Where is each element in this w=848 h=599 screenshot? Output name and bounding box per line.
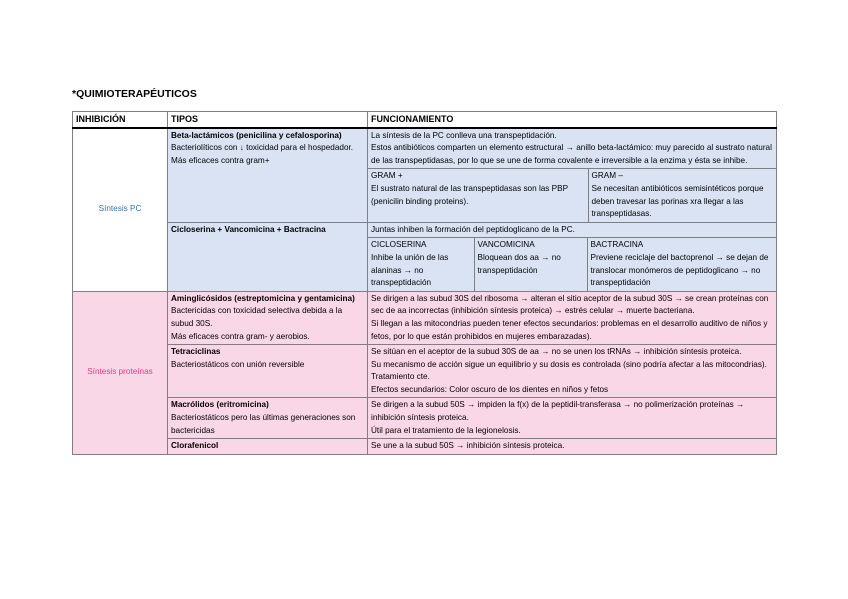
func-aminoglicosidos [368, 291, 777, 344]
gram-negative-title: GRAM – [591, 171, 623, 181]
category-sintesis-pc: Síntesis PC [73, 128, 168, 292]
bactracina-text: Previene reciclaje del bactoprenol → se dejan de translocar monómeros de peptidoglicano → no transpeptidación [590, 252, 769, 288]
func-macrolidos [368, 398, 777, 439]
tipo-name: Macrólidos (eritromicina) [171, 400, 269, 410]
func-line: Útil para el tratamiento de la legionelosis. [371, 425, 521, 435]
row-macrolidos [73, 398, 777, 439]
row-aminoglicosidos [73, 291, 777, 344]
func-clorafenicol: Se une a la subud 50S → inhibición síntesis proteica. [368, 439, 777, 455]
tipo-clorafenicol: Clorafenicol [168, 439, 368, 455]
func-line: Se sitúan en el aceptor de la subud 30S de aa → no se unen los tRNAs → inhibición síntesis proteica. [371, 347, 742, 357]
row-clorafenicol [73, 439, 777, 455]
chemotherapeutics-table [72, 111, 777, 455]
bactracina-title: BACTRACINA [590, 240, 644, 250]
tipo-desc: Más eficaces contra gram- y aerobios. [171, 331, 310, 341]
tipo-desc: Más eficaces contra gram+ [171, 155, 270, 165]
cicloserina-title: CICLOSERINA [371, 240, 427, 250]
tipo-desc: Bacteriostáticos pero las últimas generaciones son bactericidas [171, 413, 356, 435]
func-subtable [368, 223, 776, 291]
header-row [73, 112, 777, 128]
tipo-beta-lactamicos [168, 128, 368, 223]
func-subtable [368, 129, 776, 222]
gram-negative-cell [588, 169, 776, 222]
cicloserina-text: Inhibe la unión de las alaninas → no transpeptidación [371, 252, 449, 288]
tipo-cicloserina: Cicloserina + Vancomicina + Bactracina [168, 222, 368, 291]
func-text [368, 129, 776, 169]
document-title: *QUIMIOTERAPÉUTICOS [72, 88, 197, 100]
tipo-name: Aminglicósidos (estreptomicina y gentamicina) [171, 293, 355, 303]
func-line: Efectos secundarios: Color oscuro de los dientes en niños y fetos [371, 384, 609, 394]
tipo-tetraciclinas [168, 345, 368, 398]
func-line: Si llegan a las mitocondrias pueden tener efectos secundarios: problemas en el desarrollo auditivo de niños y fetos, por lo que están prohibidos en mujeres embarazadas). [371, 318, 768, 341]
vancomicina-title: VANCOMICINA [477, 240, 535, 250]
tipo-macrolidos [168, 398, 368, 439]
func-beta-lactamicos [368, 128, 777, 223]
func-line: La síntesis de la PC conlleva una transpeptidación. [371, 130, 557, 140]
func-line: Se dirigen a las subud 30S del ribosoma → alteran el sitio aceptor de la subud 30S → se crean proteínas con sec de aa incorrectas (inhibición síntesis proteica) → estrés celular → muerte bacteriana. [371, 293, 769, 316]
gram-positive-text: El sustrato natural de las transpeptidasas son las PBP (penicilin binding proteins). [371, 183, 568, 206]
tipo-aminoglicosidos [168, 291, 368, 344]
func-tetraciclinas [368, 345, 777, 398]
tipo-desc: Bacteriolíticos con ↓ toxicidad para el hospedador. [171, 143, 354, 153]
row-tetraciclinas [73, 345, 777, 398]
tipo-desc: Bacteriostáticos con unión reversible [171, 359, 305, 369]
func-text: Juntas inhiben la formación del peptidoglicano de la PC. [368, 223, 776, 238]
gram-positive-cell [368, 169, 588, 222]
tipo-name: Beta-lactámicos (penicilina y cefalosporina) [171, 130, 342, 140]
category-sintesis-proteinas: Síntesis proteínas [73, 291, 168, 454]
vancomicina-cell [474, 238, 587, 291]
header-funcionamiento: FUNCIONAMIENTO [368, 112, 777, 128]
func-line: Su mecanismo de acción sigue un equilibrio y su dosis es controlada (sino podría afectar a las mitocondrias). [371, 359, 767, 369]
gram-positive-title: GRAM + [371, 171, 403, 181]
tipo-desc: Bactericidas con toxicidad selectiva debida a la subud 30S. [171, 306, 343, 328]
cicloserina-cell [368, 238, 474, 291]
header-tipos: TIPOS [168, 112, 368, 128]
header-inhibicion: INHIBICIÓN [73, 112, 168, 128]
gram-negative-text: Se necesitan antibióticos semisintéticos porque deben travesar las porinas xra llegar a las transpeptidasas. [591, 183, 764, 219]
func-line: Tratamiento cte. [371, 372, 430, 382]
row-cicloserina [73, 222, 777, 291]
bactracina-cell [587, 238, 776, 291]
vancomicina-text: Bloquean dos aa → no transpeptidación [477, 252, 561, 275]
row-beta-lactamicos [73, 128, 777, 223]
tipo-name: Tetraciclinas [171, 347, 221, 357]
func-cicloserina [368, 222, 777, 291]
func-line: Se dirigen a la subud 50S → impiden la f(x) de la peptidil-transferasa → no polimerización proteínas → inhibición síntesis proteica. [371, 400, 745, 423]
func-line: Estos antibióticos comparten un elemento estructural → anillo beta-lactámico: muy parecido al sustrato natural de las transpeptidasas, por lo que se une de forma covalente e irreversible a la enzima y ésta se inhibe. [371, 143, 772, 165]
